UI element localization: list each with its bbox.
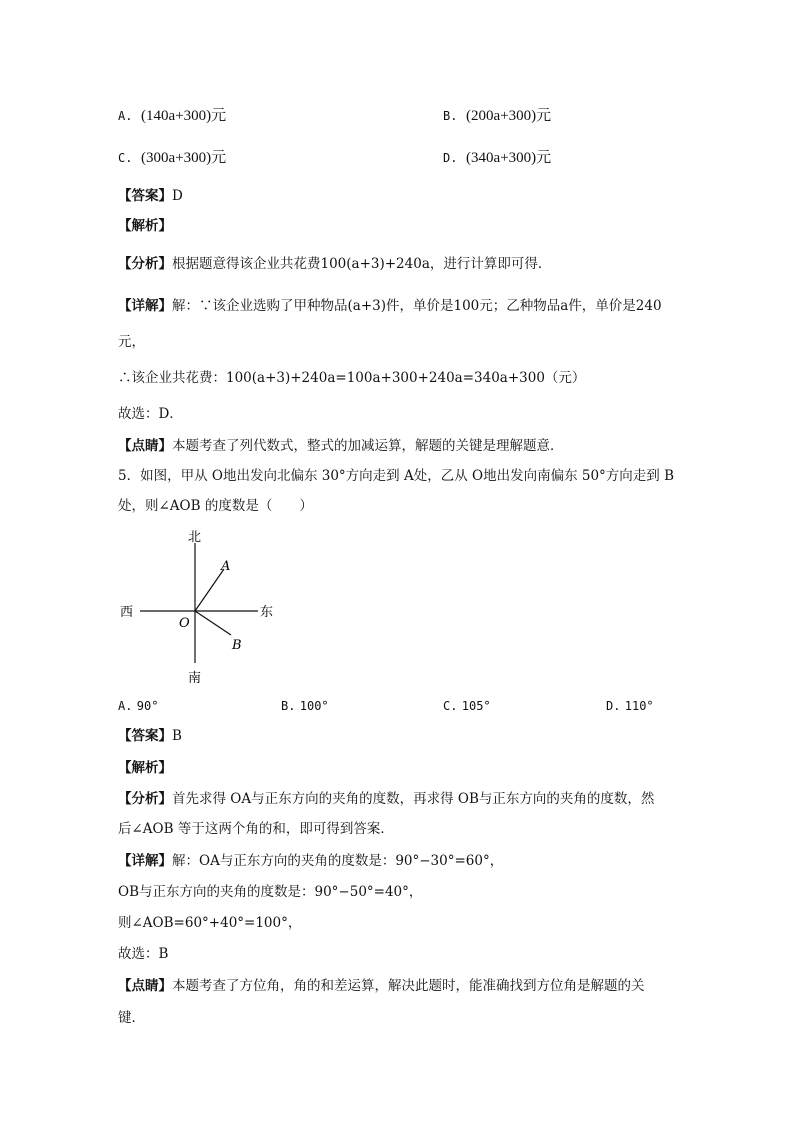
q5-option-a: A. 90° [118, 699, 159, 713]
q5-detail-line2: OB与正东方向的夹角的度数是：90°−50°=40°， [118, 884, 423, 900]
label-west: 西 [120, 605, 134, 620]
q4-option-d: D. (340a+300)元 [443, 150, 552, 166]
q4-answer: 【答案】D [118, 188, 183, 204]
label-north: 北 [188, 530, 202, 545]
label-south: 南 [188, 671, 202, 686]
q5-stem-line1: 5．如图，甲从 O地出发向北偏东 30°方向走到 A处，乙从 O地出发向南偏东 50°方向走到 B [118, 468, 674, 484]
q5-detail-line1: 【详解】解：OA与正东方向的夹角的度数是：90°−30°=60°， [118, 853, 504, 869]
q4-detail-line2: 元， [118, 334, 145, 350]
q5-detail-line3: 则∠AOB=60°+40°=100°， [118, 915, 302, 931]
q4-option-c: C. (300a+300)元 [118, 150, 227, 166]
ray-ob [195, 611, 231, 635]
q4-analysis: 【分析】根据题意得该企业共花费100(a+3)+240a，进行计算即可得． [118, 256, 552, 272]
q4-comment: 【点睛】本题考查了列代数式，整式的加减运算，解题的关键是理解题意． [118, 438, 564, 454]
q5-answer: 【答案】B [118, 728, 182, 744]
label-a: A [221, 559, 231, 574]
q4-option-a: A. (140a+300)元 [118, 108, 227, 124]
q5-comment-line2: 键． [118, 1010, 145, 1026]
q5-comment-line1: 【点睛】本题考查了方位角，角的和差运算，解决此题时，能准确找到方位角是解题的关 [118, 978, 645, 994]
q4-jiexi-heading: 【解析】 [118, 218, 172, 234]
q4-detail-line3: ∴该企业共花费：100(a+3)+240a=100a+300+240a=340a+300（元） [118, 370, 586, 386]
q5-stem-line2: 处，则∠AOB 的度数是（ ） [118, 498, 313, 514]
q5-jiexi-heading: 【解析】 [118, 760, 172, 776]
compass-figure [110, 525, 290, 690]
q5-analysis-line2: 后∠AOB 等于这两个角的和，即可得到答案． [118, 821, 394, 837]
q4-option-b: B. (200a+300)元 [443, 108, 552, 124]
q4-detail-line4: 故选：D． [118, 406, 183, 422]
q5-analysis-line1: 【分析】首先求得 OA与正东方向的夹角的度数，再求得 OB与正东方向的夹角的度数，然 [118, 791, 655, 807]
label-b: B [232, 638, 242, 653]
q5-option-c: C. 105° [443, 699, 491, 713]
q5-option-d: D. 110° [606, 699, 654, 713]
q5-detail-line4: 故选：B [118, 946, 169, 962]
label-east: 东 [260, 605, 274, 620]
label-o: O [179, 616, 190, 631]
q4-detail-line1: 【详解】解：∵该企业选购了甲种物品(a+3)件，单价是100元；乙种物品a件，单价是240 [118, 298, 662, 314]
ray-oa [195, 569, 224, 611]
q5-option-b: B. 100° [281, 699, 329, 713]
